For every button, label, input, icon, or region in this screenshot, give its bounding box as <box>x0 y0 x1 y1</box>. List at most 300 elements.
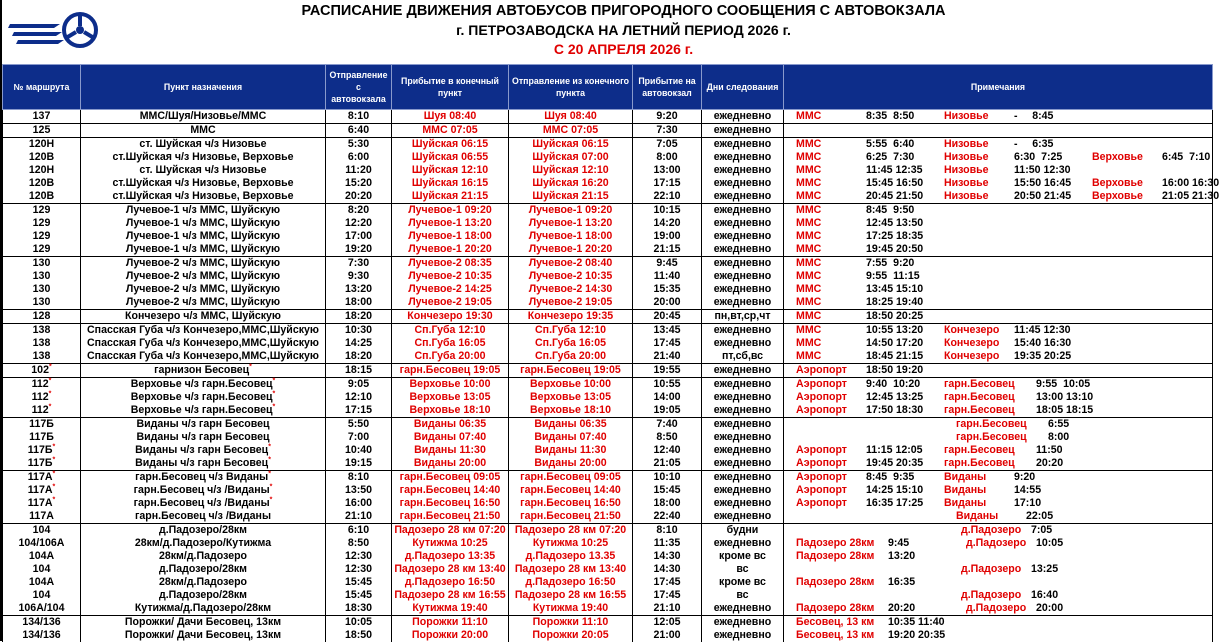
stop-times: 11:45 12:30 <box>1014 324 1071 337</box>
table-row <box>3 283 1213 296</box>
stop-times: 13:25 <box>1031 563 1058 576</box>
destination-cell: гарн.Бесовец ч/з /Виданы* <box>81 497 326 510</box>
stop-times: 22:05 <box>1026 510 1053 523</box>
table-row <box>3 497 1213 510</box>
stop-name: Верховье <box>1092 177 1156 190</box>
notes-cell <box>784 257 1213 271</box>
page-title: РАСПИСАНИЕ ДВИЖЕНИЯ АВТОБУСОВ ПРИГОРОДНОГО СООБЩЕНИЯ С АВТОВОКЗАЛА <box>40 2 1207 21</box>
stop-name: д.Падозеро <box>961 563 1025 576</box>
stop-times: 13:45 15:10 <box>866 283 923 296</box>
departure-cell: 15:45 <box>326 589 392 602</box>
stop-times: 16:00 16:30 <box>1162 177 1219 190</box>
arrival-end-cell: Шуйская 12:10 <box>392 164 509 177</box>
stop-times: 9:20 <box>1014 471 1035 484</box>
destination-cell: 28км/д.Падозеро/Кутижма <box>81 537 326 550</box>
stop-times: 20:20 <box>888 602 960 615</box>
route-number-cell: 130 <box>3 257 81 271</box>
days-cell: вс <box>702 589 784 602</box>
departure-end-cell: Сп.Губа 12:10 <box>509 324 633 338</box>
arrival-station-cell: 11:35 <box>633 537 702 550</box>
table-row <box>3 418 1213 432</box>
departure-end-cell: Лучевое-1 09:20 <box>509 204 633 218</box>
departure-end-cell: Лучевое-2 19:05 <box>509 296 633 310</box>
notes-cell <box>784 177 1213 190</box>
route-number-cell: 112* <box>3 391 81 404</box>
destination-cell: Виданы ч/з гарн Бесовец <box>81 418 326 432</box>
route-number-cell: 137 <box>3 110 81 124</box>
arrival-station-cell: 21:15 <box>633 243 702 257</box>
days-cell: ежедневно <box>702 444 784 457</box>
departure-cell: 19:15 <box>326 457 392 471</box>
departure-end-cell: Кончезеро 19:35 <box>509 310 633 324</box>
departure-end-cell: Верховье 13:05 <box>509 391 633 404</box>
stop-name: Бесовец, 13 км <box>796 616 882 629</box>
arrival-station-cell: 21:10 <box>633 602 702 616</box>
destination-cell: д.Падозеро/28км <box>81 589 326 602</box>
departure-cell: 12:20 <box>326 217 392 230</box>
days-cell: ежедневно <box>702 217 784 230</box>
stop-times: 18:05 18:15 <box>1036 404 1093 417</box>
arrival-station-cell: 7:40 <box>633 418 702 432</box>
departure-end-cell: Кутижма 19:40 <box>509 602 633 616</box>
stop-times: 6:55 <box>1048 418 1069 431</box>
stop-name: д.Падозеро <box>966 537 1030 550</box>
destination-cell: Лучевое-1 ч/з ММС, Шуйскую <box>81 204 326 218</box>
notes-cell <box>784 296 1213 310</box>
stop-times: 6:45 7:10 <box>1162 151 1210 164</box>
stop-times: 16:40 <box>1031 589 1058 602</box>
departure-cell: 6:10 <box>326 524 392 538</box>
days-cell: ежедневно <box>702 324 784 338</box>
departure-end-cell: Шуйская 16:20 <box>509 177 633 190</box>
arrival-station-cell: 21:40 <box>633 350 702 364</box>
days-cell: пт,сб,вс <box>702 350 784 364</box>
stop-name: ММС <box>796 283 860 296</box>
stop-name: Аэропорт <box>796 378 860 391</box>
arrival-end-cell: Лучевое-2 08:35 <box>392 257 509 271</box>
asterisk-mark: * <box>268 456 271 463</box>
arrival-end-cell: Виданы 11:30 <box>392 444 509 457</box>
departure-end-cell: Шуйская 21:15 <box>509 190 633 204</box>
stop-times: 9:45 <box>888 537 960 550</box>
route-number-cell: 117А <box>3 510 81 524</box>
asterisk-mark: * <box>270 496 273 503</box>
route-number-cell: 129 <box>3 204 81 218</box>
arrival-end-cell: Лучевое-2 14:25 <box>392 283 509 296</box>
departure-end-cell: ММС 07:05 <box>509 124 633 138</box>
stop-name: Падозеро 28км <box>796 537 882 550</box>
notes-cell <box>784 270 1213 283</box>
destination-cell: ст. Шуйская ч/з Низовье <box>81 138 326 152</box>
departure-end-cell: Виданы 11:30 <box>509 444 633 457</box>
destination-cell: Верховье ч/з гарн.Бесовец* <box>81 378 326 392</box>
col-header-notes: Примечания <box>784 65 1213 110</box>
notes-cell <box>784 497 1213 510</box>
route-number-cell: 104 <box>3 524 81 538</box>
days-cell: ежедневно <box>702 497 784 510</box>
arrival-station-cell: 8:00 <box>633 151 702 164</box>
table-row <box>3 243 1213 257</box>
departure-end-cell: Верховье 10:00 <box>509 378 633 392</box>
route-number-cell: 134/136 <box>3 616 81 630</box>
asterisk-mark: * <box>270 483 273 490</box>
arrival-station-cell: 17:45 <box>633 589 702 602</box>
col-header-departure: Отправление с автовокзала <box>326 65 392 110</box>
route-number-cell: 117А* <box>3 471 81 485</box>
stop-name: Падозеро 28км <box>796 550 882 563</box>
stop-name: Низовье <box>944 190 1008 203</box>
notes-cell <box>784 190 1213 204</box>
notes-cell <box>784 418 1213 432</box>
departure-cell: 19:20 <box>326 243 392 257</box>
stop-name: Кончезеро <box>944 324 1008 337</box>
stop-name: гарн.Бесовец <box>944 457 1030 470</box>
stop-times: 20:45 21:50 <box>866 190 938 203</box>
arrival-end-cell: гарн.Бесовец 19:05 <box>392 364 509 378</box>
stop-name: ММС <box>796 217 860 230</box>
stop-name: Низовье <box>944 138 1008 151</box>
destination-cell: Виданы ч/з гарн Бесовец <box>81 431 326 444</box>
destination-cell: Спасская Губа ч/з Кончезеро,ММС,Шуйскую <box>81 350 326 364</box>
stop-times: 9:55 11:15 <box>866 270 920 283</box>
arrival-station-cell: 15:35 <box>633 283 702 296</box>
stop-times: 19:45 20:35 <box>866 457 938 470</box>
asterisk-mark: * <box>273 390 276 397</box>
days-cell: ежедневно <box>702 110 784 124</box>
days-cell: ежедневно <box>702 404 784 418</box>
stop-times: 11:50 <box>1036 444 1063 457</box>
departure-cell: 8:20 <box>326 204 392 218</box>
route-number-cell: 120Н <box>3 164 81 177</box>
arrival-end-cell: гарн.Бесовец 21:50 <box>392 510 509 524</box>
col-header-route: № маршрута <box>3 65 81 110</box>
stop-times: 19:45 20:50 <box>866 243 923 256</box>
table-row <box>3 177 1213 190</box>
stop-name: ММС <box>796 310 860 323</box>
departure-cell: 20:20 <box>326 190 392 204</box>
destination-cell: гарнизон Бесовец* <box>81 364 326 378</box>
stop-name: ММС <box>796 296 860 309</box>
stop-name: гарн.Бесовец <box>944 378 1030 391</box>
stop-times: 7:05 <box>1031 524 1052 537</box>
departure-end-cell: Виданы 20:00 <box>509 457 633 471</box>
asterisk-mark: * <box>53 470 56 477</box>
destination-cell: Порожки/ Дачи Бесовец, 13км <box>81 616 326 630</box>
notes-cell <box>784 283 1213 296</box>
stop-times: 11:50 12:30 <box>1014 164 1071 177</box>
departure-end-cell: Падозеро 28 км 13:40 <box>509 563 633 576</box>
arrival-end-cell: Шуйская 06:55 <box>392 151 509 164</box>
arrival-end-cell: Виданы 06:35 <box>392 418 509 432</box>
days-cell: ежедневно <box>702 616 784 630</box>
arrival-end-cell: Лучевое-2 19:05 <box>392 296 509 310</box>
days-cell: ежедневно <box>702 151 784 164</box>
arrival-station-cell: 14:30 <box>633 563 702 576</box>
stop-times: 15:50 16:45 <box>1014 177 1086 190</box>
arrival-end-cell: Сп.Губа 16:05 <box>392 337 509 350</box>
arrival-station-cell: 11:40 <box>633 270 702 283</box>
route-number-cell: 112* <box>3 378 81 392</box>
arrival-station-cell: 8:10 <box>633 524 702 538</box>
stop-name: гарн.Бесовец <box>956 418 1042 431</box>
departure-end-cell: Виданы 06:35 <box>509 418 633 432</box>
stop-name: Низовье <box>944 110 1008 123</box>
table-row <box>3 364 1213 378</box>
stop-times: 18:25 19:40 <box>866 296 923 309</box>
destination-cell: ст.Шуйская ч/з Низовье, Верховье <box>81 177 326 190</box>
stop-times: 17:10 <box>1014 497 1041 510</box>
arrival-end-cell: Лучевое-1 20:20 <box>392 243 509 257</box>
stop-times: 6:30 7:25 <box>1014 151 1086 164</box>
notes-cell <box>784 378 1213 392</box>
stop-times: 11:15 12:05 <box>866 444 938 457</box>
departure-end-cell: д.Падозеро 16:50 <box>509 576 633 589</box>
stop-times: 8:45 9:35 <box>866 471 938 484</box>
destination-cell: ММС <box>81 124 326 138</box>
stop-name: гарн.Бесовец <box>956 431 1042 444</box>
destination-cell: Верховье ч/з гарн.Бесовец* <box>81 404 326 418</box>
departure-cell: 8:10 <box>326 110 392 124</box>
notes-cell <box>784 510 1213 524</box>
destination-cell: Кончезеро ч/з ММС, Шуйскую <box>81 310 326 324</box>
departure-cell: 13:20 <box>326 283 392 296</box>
asterisk-mark: * <box>53 496 56 503</box>
destination-cell: Верховье ч/з гарн.Бесовец* <box>81 391 326 404</box>
notes-cell <box>784 404 1213 418</box>
arrival-end-cell: д.Падозеро 16:50 <box>392 576 509 589</box>
route-number-cell: 104/106А <box>3 537 81 550</box>
stop-name: гарн.Бесовец <box>944 391 1030 404</box>
table-row <box>3 230 1213 243</box>
destination-cell: ст.Шуйская ч/з Низовье, Верховье <box>81 190 326 204</box>
arrival-end-cell: Виданы 07:40 <box>392 431 509 444</box>
arrival-station-cell: 19:05 <box>633 404 702 418</box>
stop-name: ММС <box>796 337 860 350</box>
stop-name: ММС <box>796 204 860 217</box>
arrival-end-cell: Шуйская 21:15 <box>392 190 509 204</box>
notes-cell <box>784 391 1213 404</box>
days-cell: ежедневно <box>702 230 784 243</box>
asterisk-mark: * <box>273 403 276 410</box>
stop-name: Верховье <box>1092 190 1156 203</box>
days-cell: ежедневно <box>702 510 784 524</box>
stop-name: Низовье <box>944 164 1008 177</box>
arrival-end-cell: Кутижма 19:40 <box>392 602 509 616</box>
route-number-cell: 130 <box>3 270 81 283</box>
route-number-cell: 130 <box>3 283 81 296</box>
stop-name: ММС <box>796 350 860 363</box>
stop-name: ММС <box>796 190 860 203</box>
departure-cell: 5:30 <box>326 138 392 152</box>
stop-times: 14:50 17:20 <box>866 337 938 350</box>
stop-name: Падозеро 28км <box>796 602 882 615</box>
arrival-station-cell: 12:40 <box>633 444 702 457</box>
departure-end-cell: Лучевое-1 18:00 <box>509 230 633 243</box>
table-row <box>3 471 1213 485</box>
table-row <box>3 190 1213 204</box>
notes-cell <box>784 524 1213 538</box>
stop-times: 12:45 13:25 <box>866 391 938 404</box>
destination-cell: Лучевое-1 ч/з ММС, Шуйскую <box>81 243 326 257</box>
notes-cell <box>784 537 1213 550</box>
route-number-cell: 120В <box>3 151 81 164</box>
route-number-cell: 120В <box>3 177 81 190</box>
table-row <box>3 350 1213 364</box>
route-number-cell: 129 <box>3 217 81 230</box>
departure-cell: 7:00 <box>326 431 392 444</box>
stop-name: ММС <box>796 243 860 256</box>
route-number-cell: 128 <box>3 310 81 324</box>
stop-times: 8:35 8:50 <box>866 110 938 123</box>
departure-cell: 13:50 <box>326 484 392 497</box>
departure-end-cell: Шуйская 07:00 <box>509 151 633 164</box>
table-row <box>3 324 1213 338</box>
departure-end-cell: Падозеро 28 км 16:55 <box>509 589 633 602</box>
arrival-station-cell: 9:20 <box>633 110 702 124</box>
days-cell: ежедневно <box>702 484 784 497</box>
stop-name: Виданы <box>956 510 1020 523</box>
stop-name: д.Падозеро <box>961 524 1025 537</box>
departure-cell: 11:20 <box>326 164 392 177</box>
stop-name: Виданы <box>944 471 1008 484</box>
departure-end-cell: Лучевое-2 10:35 <box>509 270 633 283</box>
notes-cell <box>784 444 1213 457</box>
destination-cell: Виданы ч/з гарн Бесовец* <box>81 457 326 471</box>
arrival-end-cell: Верховье 10:00 <box>392 378 509 392</box>
page-header <box>0 2 1207 59</box>
arrival-end-cell: Шуя 08:40 <box>392 110 509 124</box>
table-row <box>3 602 1213 616</box>
table-row <box>3 337 1213 350</box>
stop-name: Кончезеро <box>944 350 1008 363</box>
route-number-cell: 117А* <box>3 497 81 510</box>
stop-name: Аэропорт <box>796 404 860 417</box>
stop-times: 17:50 18:30 <box>866 404 938 417</box>
days-cell: вс <box>702 563 784 576</box>
days-cell: пн,вт,ср,чт <box>702 310 784 324</box>
arrival-end-cell: гарн.Бесовец 09:05 <box>392 471 509 485</box>
arrival-end-cell: д.Падозеро 13:35 <box>392 550 509 563</box>
departure-cell: 18:50 <box>326 629 392 642</box>
stop-times: 11:45 12:35 <box>866 164 938 177</box>
arrival-station-cell: 19:55 <box>633 364 702 378</box>
departure-cell: 8:50 <box>326 537 392 550</box>
arrival-station-cell: 10:15 <box>633 204 702 218</box>
stop-name: Бесовец, 13 км <box>796 629 882 642</box>
arrival-end-cell: Падозеро 28 км 13:40 <box>392 563 509 576</box>
destination-cell: Лучевое-2 ч/з ММС, Шуйскую <box>81 257 326 271</box>
departure-end-cell: Порожки 20:05 <box>509 629 633 642</box>
stop-name: д.Падозеро <box>966 602 1030 615</box>
table-row <box>3 378 1213 392</box>
route-number-cell: 117А* <box>3 484 81 497</box>
destination-cell: Лучевое-2 ч/з ММС, Шуйскую <box>81 270 326 283</box>
destination-cell: д.Падозеро/28км <box>81 563 326 576</box>
asterisk-mark: * <box>49 390 52 397</box>
days-cell: ежедневно <box>702 190 784 204</box>
stop-name: Верховье <box>1092 151 1156 164</box>
stop-times: 8:00 <box>1048 431 1069 444</box>
stop-times: 16:35 17:25 <box>866 497 938 510</box>
departure-end-cell: гарн.Бесовец 16:50 <box>509 497 633 510</box>
stop-name: ММС <box>796 230 860 243</box>
asterisk-mark: * <box>52 456 55 463</box>
departure-end-cell: Сп.Губа 16:05 <box>509 337 633 350</box>
route-number-cell: 138 <box>3 324 81 338</box>
departure-cell: 17:15 <box>326 404 392 418</box>
arrival-end-cell: Лучевое-1 18:00 <box>392 230 509 243</box>
table-row <box>3 164 1213 177</box>
days-cell: ежедневно <box>702 296 784 310</box>
stop-times: 14:55 <box>1014 484 1041 497</box>
notes-cell <box>784 364 1213 378</box>
stop-times: 9:40 10:20 <box>866 378 938 391</box>
stop-times: 20:50 21:45 <box>1014 190 1086 203</box>
table-header-row <box>3 65 1213 110</box>
table-row <box>3 204 1213 218</box>
arrival-end-cell: Сп.Губа 20:00 <box>392 350 509 364</box>
destination-cell: Кутижма/д.Падозеро/28км <box>81 602 326 616</box>
departure-end-cell: Шуйская 12:10 <box>509 164 633 177</box>
departure-cell: 10:05 <box>326 616 392 630</box>
stop-times: - 6:35 <box>1014 138 1053 151</box>
arrival-end-cell: Порожки 20:00 <box>392 629 509 642</box>
arrival-end-cell: ММС 07:05 <box>392 124 509 138</box>
table-row <box>3 576 1213 589</box>
stop-name: Аэропорт <box>796 391 860 404</box>
arrival-station-cell: 17:45 <box>633 576 702 589</box>
stop-name: Аэропорт <box>796 457 860 470</box>
departure-end-cell: Кутижма 10:25 <box>509 537 633 550</box>
asterisk-mark: * <box>49 377 52 384</box>
stop-name: Низовье <box>944 151 1008 164</box>
stop-times: - 8:45 <box>1014 110 1053 123</box>
destination-cell: д.Падозеро/28км <box>81 524 326 538</box>
route-number-cell: 134/136 <box>3 629 81 642</box>
route-number-cell: 130 <box>3 296 81 310</box>
stop-name: Аэропорт <box>796 444 860 457</box>
page-subtitle: г. ПЕТРОЗАВОДСКА НА ЛЕТНИЙ ПЕРИОД 2026 г. <box>40 21 1207 40</box>
stop-times: 7:55 9:20 <box>866 257 914 270</box>
arrival-station-cell: 17:45 <box>633 337 702 350</box>
destination-cell: Виданы ч/з гарн Бесовец* <box>81 444 326 457</box>
asterisk-mark: * <box>273 377 276 384</box>
arrival-end-cell: гарн.Бесовец 14:40 <box>392 484 509 497</box>
departure-cell: 18:30 <box>326 602 392 616</box>
departure-end-cell: Лучевое-1 13:20 <box>509 217 633 230</box>
days-cell: кроме вс <box>702 576 784 589</box>
stop-times: 18:50 19:20 <box>866 364 923 377</box>
arrival-end-cell: гарн.Бесовец 16:50 <box>392 497 509 510</box>
table-row <box>3 589 1213 602</box>
arrival-end-cell: Падозеро 28 км 07:20 <box>392 524 509 538</box>
asterisk-mark: * <box>52 443 55 450</box>
arrival-station-cell: 20:45 <box>633 310 702 324</box>
arrival-end-cell: Шуйская 06:15 <box>392 138 509 152</box>
notes-cell <box>784 151 1213 164</box>
stop-name: ММС <box>796 324 860 337</box>
departure-cell: 18:20 <box>326 350 392 364</box>
route-number-cell: 104А <box>3 550 81 563</box>
route-number-cell: 120В <box>3 190 81 204</box>
departure-cell: 12:10 <box>326 391 392 404</box>
stop-times: 16:35 <box>888 576 915 589</box>
table-row <box>3 550 1213 563</box>
table-row <box>3 537 1213 550</box>
days-cell: ежедневно <box>702 283 784 296</box>
col-header-arrival-station: Прибытие на автовокзал <box>633 65 702 110</box>
departure-cell: 7:30 <box>326 257 392 271</box>
